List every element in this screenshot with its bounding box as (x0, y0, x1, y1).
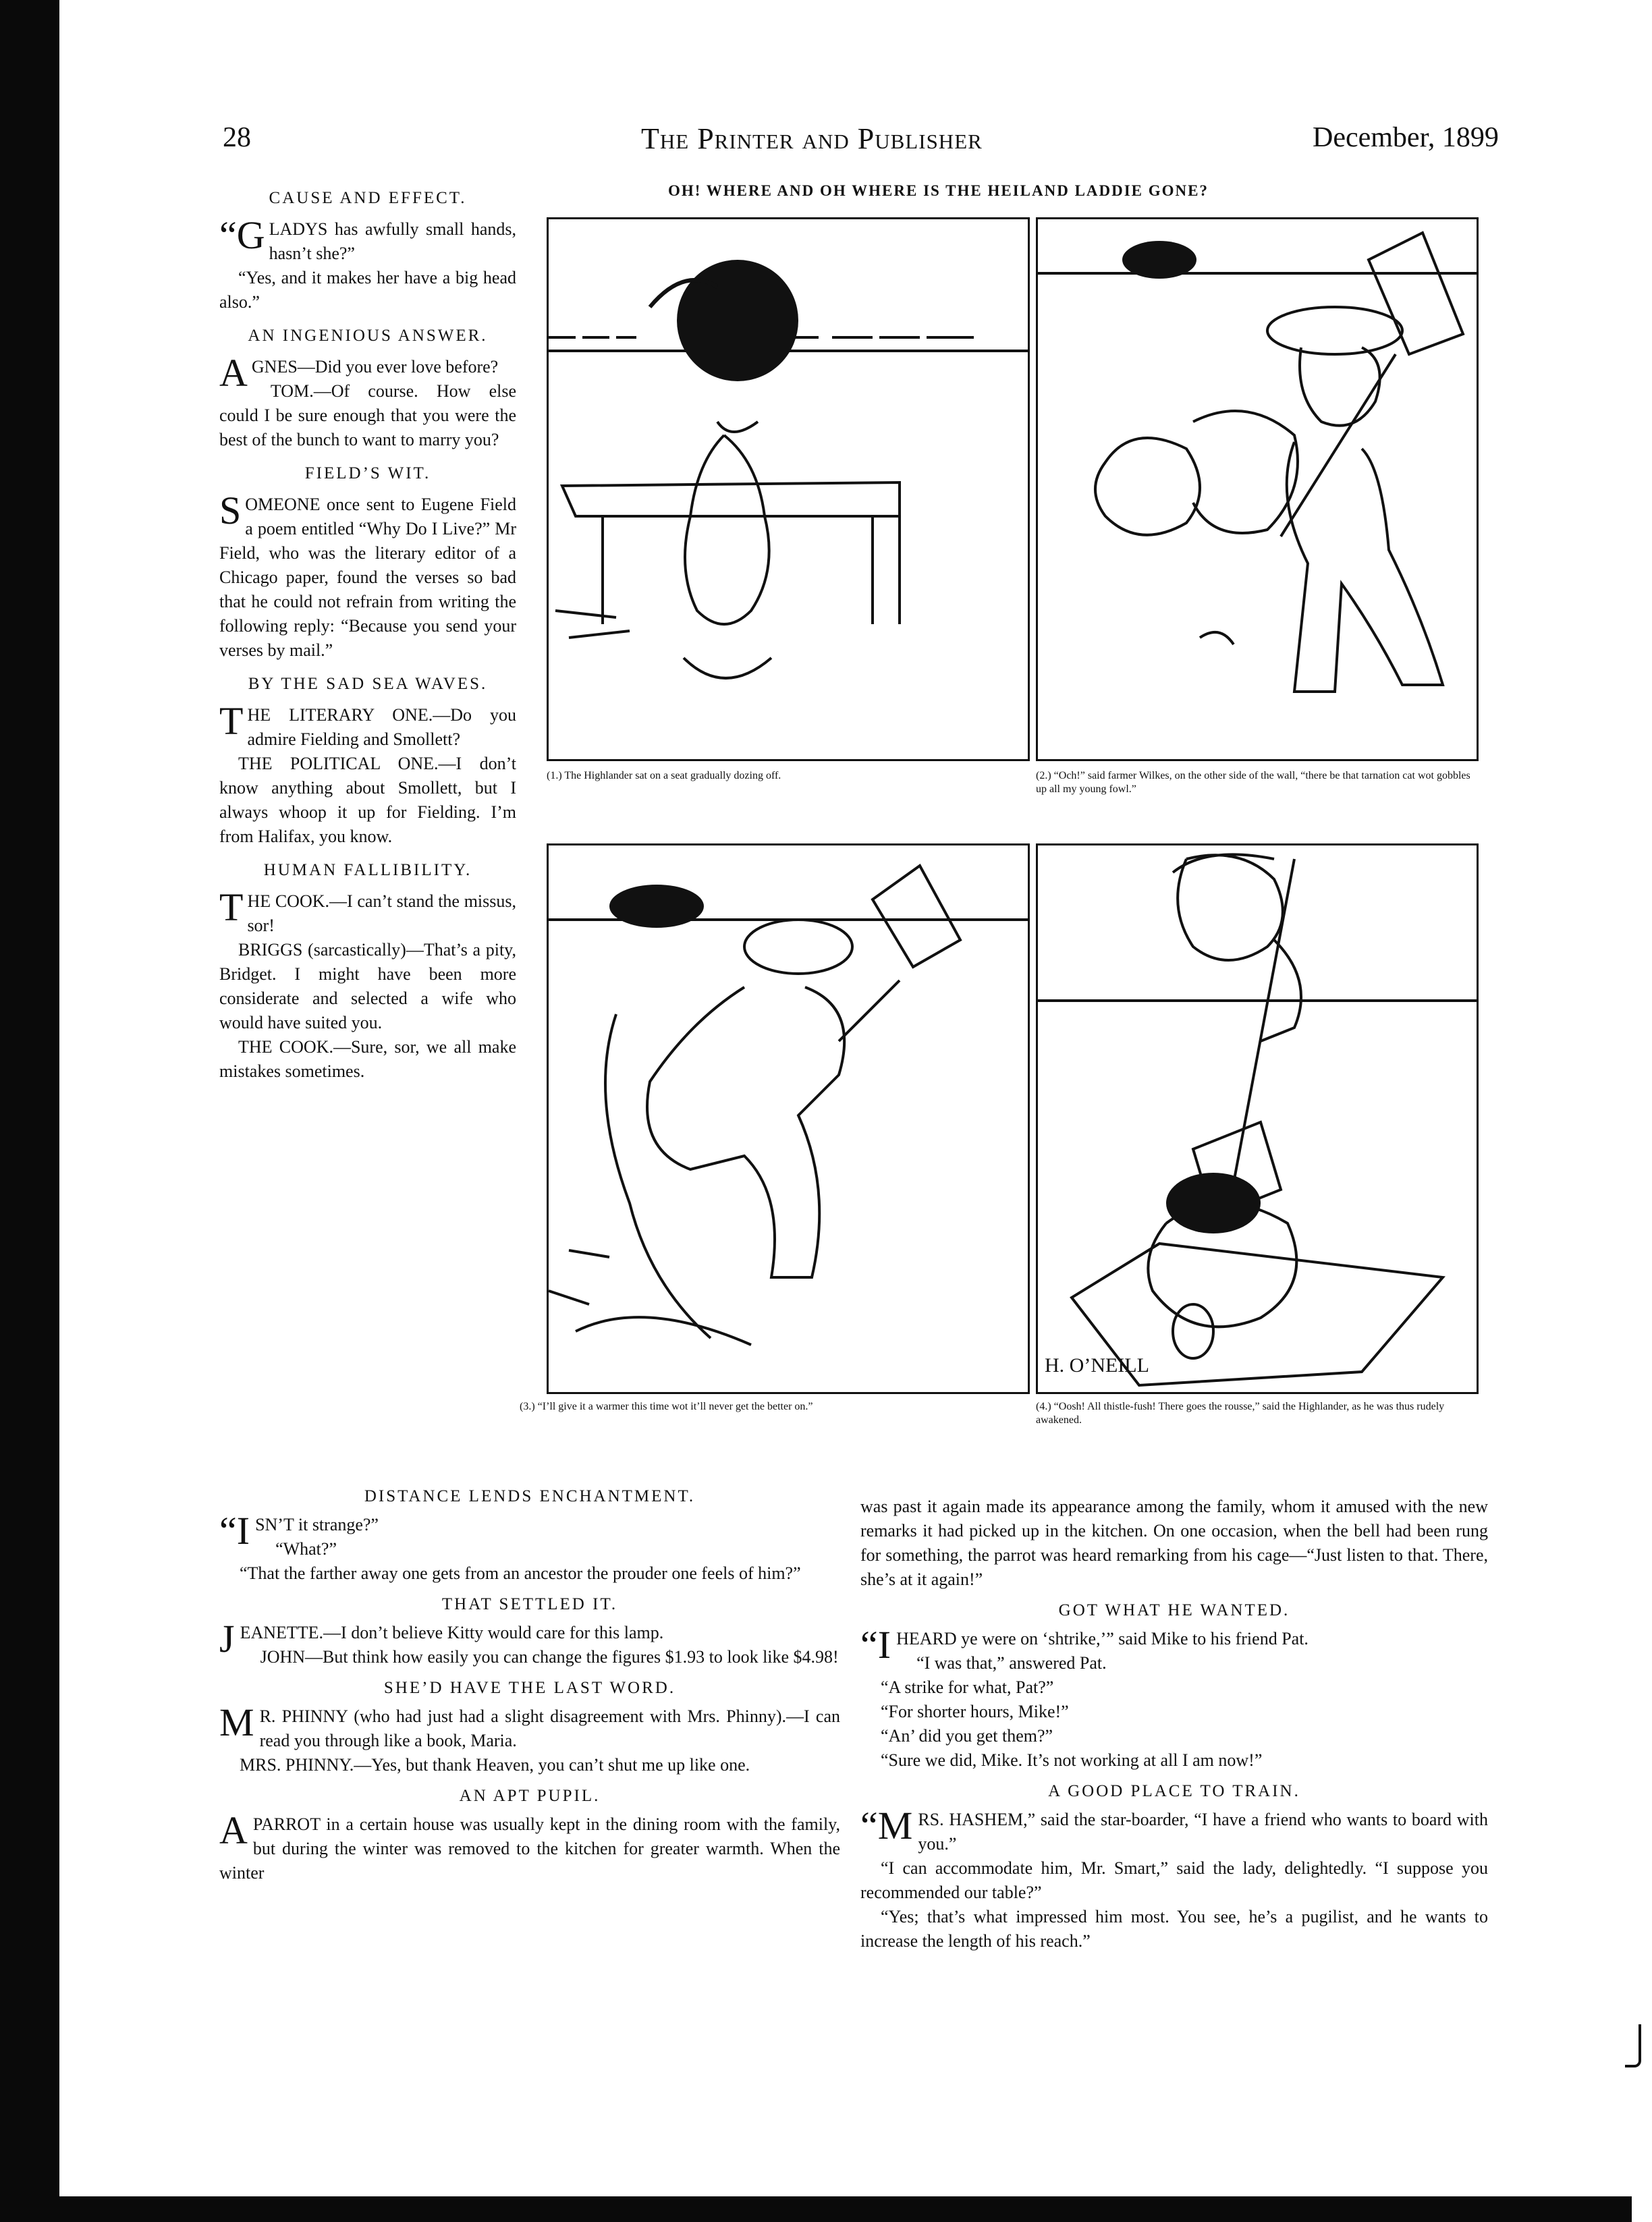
article-title: DISTANCE LENDS ENCHANTMENT. (364, 1487, 696, 1505)
article-paragraph: APARROT in a certain house was usually kept in the dining room with the family, but during the winter was removed to the kitchen for greater warmth. When the winter (219, 1808, 840, 1883)
article-paragraph: “Yes; that’s what impressed him most. You see, he’s a pugilist, and he wants to increase the length of his reach.” (860, 1907, 1488, 1951)
article-paragraph: “I was that,” answered Pat. (916, 1653, 1107, 1673)
scan-left-edge (0, 0, 59, 2222)
article-paragraph: THE LITERARY ONE.—Do you admire Fielding and Smollett? (219, 699, 516, 749)
article-paragraph: “MRS. HASHEM,” said the star-boarder, “I have a friend who wants to board with you.” (860, 1804, 1488, 1854)
magazine-title: The Printer and Publisher (641, 122, 983, 155)
article-paragraph: was past it again made its appearance among the family, whom it amused with the new remarks it had picked up in the kitchen. On one occasion, when the bell had been rung for something, the parrot was heard remarking from his cage—“Just listen to that. There, she’s at it again!” (860, 1497, 1488, 1589)
article-title: THAT SETTLED IT. (441, 1595, 618, 1613)
comic-title: OH! WHERE AND OH WHERE IS THE HEILAND LADDIE GONE? (668, 182, 1209, 199)
comic-caption-3: (3.) “I’ll give it a warmer this time wot it’ll never get the better on.” (520, 1401, 813, 1412)
comic-panel-3 (547, 843, 1030, 1394)
article-paragraph: “ISN’T it strange?” (219, 1509, 379, 1553)
article-paragraph: “Sure we did, Mike. It’s not working at all I am now!” (881, 1750, 1263, 1770)
scan-corner-mark (1625, 2024, 1641, 2067)
comic-panel-1 (547, 217, 1030, 761)
article-paragraph: “That the farther away one gets from an ancestor the prouder one feels of him?” (240, 1563, 801, 1583)
scan-bottom-edge (59, 2196, 1632, 2222)
article-paragraph: THE COOK.—I can’t stand the missus, sor! (219, 885, 516, 935)
article-paragraph: “GLADYS has awfully small hands, hasn’t she?” (219, 213, 516, 263)
article-title: AN INGENIOUS ANSWER. (248, 327, 488, 345)
panel-2-illustration (1038, 219, 1477, 759)
article-paragraph: THE POLITICAL ONE.—I don’t know anything about Smollett, but I always whoop it up for Fielding. I’m from Halifax, you know. (219, 754, 516, 846)
article-paragraph: MRS. PHINNY.—Yes, but thank Heaven, you can’t shut me up like one. (240, 1755, 750, 1775)
panel-3-illustration (549, 845, 1028, 1392)
article-title: SHE’D HAVE THE LAST WORD. (383, 1679, 676, 1697)
panel-4-illustration (1038, 845, 1477, 1392)
article-paragraph: “Yes, and it makes her have a big head also.” (219, 268, 516, 312)
bottom-right-column (860, 1495, 1488, 1953)
article-title: FIELD’S WIT. (304, 464, 431, 482)
comic-caption-1: (1.) The Highlander sat on a seat gradually dozing off. (547, 770, 781, 781)
artist-signature: H. O’NEILL (1045, 1354, 1149, 1377)
article-paragraph: AGNES—Did you ever love before? (219, 351, 499, 395)
article-paragraph: BRIGGS (sarcastically)—That’s a pity, Bridget. I might have been more considerate and selected a wife who would have suited you. (219, 940, 516, 1032)
comic-panel-2 (1036, 217, 1479, 761)
article-title: AN APT PUPIL. (459, 1787, 601, 1805)
comic-caption-2: (2.) “Och!” said farmer Wilkes, on the other side of the wall, “there be that tarnation cat wot gobbles up all my young fowl.” (1036, 770, 1470, 795)
article-title: BY THE SAD SEA WAVES. (248, 675, 488, 693)
article-paragraph: MR. PHINNY (who had just had a slight disagreement with Mrs. Phinny).—I can read you through like a book, Maria. (219, 1700, 840, 1750)
article-paragraph: “What?” (275, 1539, 337, 1559)
article-paragraph: THE COOK.—Sure, sor, we all make mistakes sometimes. (219, 1037, 516, 1081)
issue-date: December, 1899 (1313, 122, 1499, 153)
bottom-left-column (219, 1478, 840, 1885)
article-paragraph: “An’ did you get them?” (881, 1726, 1053, 1746)
article-paragraph: “IHEARD ye were on ‘shtrike,’” said Mike to his friend Pat. (860, 1623, 1309, 1667)
article-paragraph: SOMEONE once sent to Eugene Field a poem entitled “Why Do I Live?” Mr Field, who was the literary editor of a Chicago paper, found the verses so bad that he could not refrain from writing the following reply: “Because you send your verses by mail.” (219, 489, 516, 660)
panel-1-illustration (549, 219, 1028, 759)
article-title: GOT WHAT HE WANTED. (1058, 1601, 1290, 1619)
article-paragraph: JEANETTE.—I don’t believe Kitty would care for this lamp. (219, 1617, 664, 1661)
article-title: CAUSE AND EFFECT. (269, 189, 467, 207)
page-number: 28 (223, 122, 251, 153)
comic-panel-4 (1036, 843, 1479, 1394)
article-paragraph: TOM.—Of course. How else could I be sure enough that you were the best of the bunch to want to marry you? (219, 381, 516, 449)
article-title: HUMAN FALLIBILITY. (263, 861, 472, 879)
article-paragraph: “I can accommodate him, Mr. Smart,” said the lady, delightedly. “I suppose you recommended our table?” (860, 1858, 1488, 1902)
article-paragraph: “A strike for what, Pat?” (881, 1677, 1054, 1697)
article-paragraph: “For shorter hours, Mike!” (881, 1702, 1069, 1721)
left-column (219, 177, 516, 1084)
article-paragraph: JOHN—But think how easily you can change the figures $1.93 to look like $4.98! (260, 1647, 839, 1667)
comic-caption-4: (4.) “Oosh! All thistle-fush! There goes the rousse,” said the Highlander, as he was thus rudely awakened. (1036, 1401, 1445, 1426)
article-title: A GOOD PLACE TO TRAIN. (1048, 1782, 1300, 1800)
